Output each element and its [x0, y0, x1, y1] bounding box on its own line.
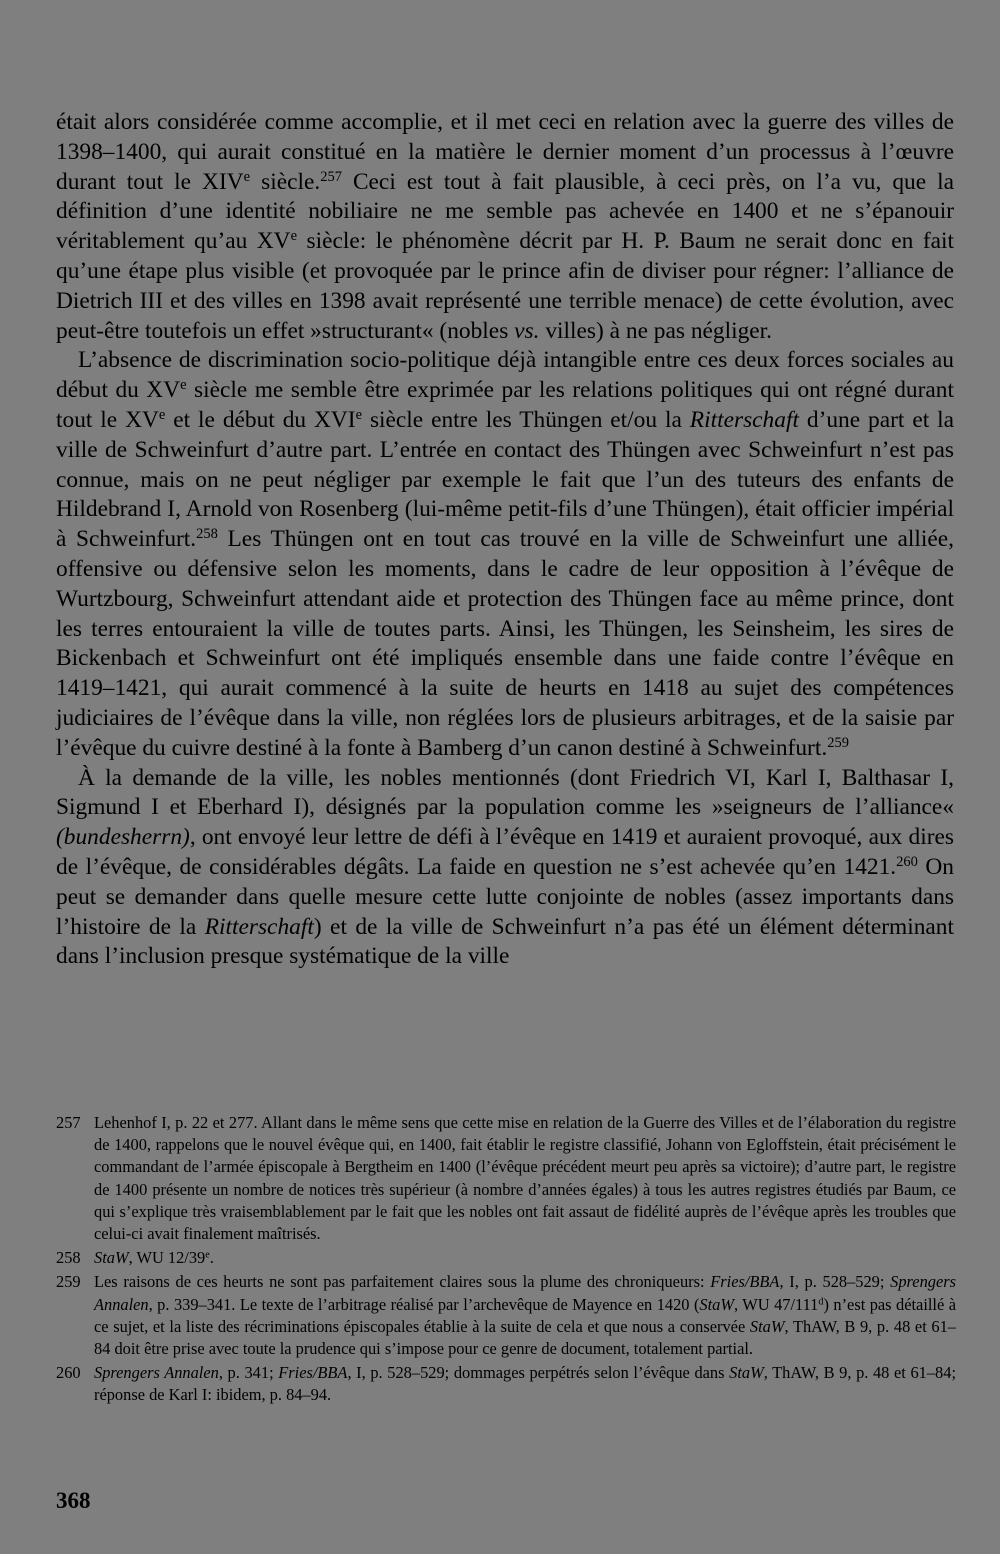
footnote-259	[56, 1271, 956, 1360]
italic-text: StaW	[699, 1294, 735, 1314]
italic-text: vs.	[514, 317, 540, 344]
footnotes	[56, 1112, 956, 1409]
footnote-258	[56, 1247, 956, 1269]
footnote-text: Lehenhof I, p. 22 et 277. Allant dans le même sens que cette mise en relation de la Guerre des Villes et de l’élaboration du registre de 1400, rappelons que le nouvel évêque qui, en 1400, fait établir le registre classifié, Johann von Egloffstein, était précisément le commandant de l’armée épiscopale à Bergtheim en 1400 (l’évêque précédent meurt peu après sa victoire); d’autre part, le registre de 1400 présente un nombre de notices très supérieur (à nombre d’années égales) à tous les autres registres étudiés par Baum, ce qui s’explique très vraisemblablement par le fait que les nobles ont fait assaut de fidélité auprès de l’évêque après les troubles que celui-ci avait finalement maîtrisés.	[94, 1113, 956, 1244]
italic-text: StaW	[749, 1316, 785, 1336]
superscript: 259	[827, 734, 849, 751]
italic-text: Sprengers Annalen	[94, 1363, 219, 1383]
paragraph-2: L’absence de discrimination socio-politique déjà intangible entre ces deux forces sociales au début du XVe siècle me semble être exprimée par les relations politiques qui ont régné durant tout le XVe et le début du XVIe siècle entre les Thüngen et/ou la Ritterschaft d’une part et la ville de Schweinfurt d’autre part. L’entrée en contact des Thüngen avec Schweinfurt n’est pas connue, mais on ne peut négliger par exemple le fait que l’un des tuteurs des enfants de Hildebrand I, Arnold von Rosenberg (lui-même petit-fils d’une Thüngen), était officier impérial à Schweinfurt.$^{258}$ Les Thüngen ont en tout cas trouvé en la ville de Schweinfurt une alliée, offensive ou défensive selon les moments, dans le cadre de leur opposition à l’évêque de Wurtzbourg, Schweinfurt attendant aide et protection des Thüngen face au même prince, dont les terres entouraient la ville de toutes parts. Ainsi, les Thüngen, les Seinsheim, les sires de Bickenbach et Schweinfurt ont été impliqués ensemble dans une faide contre l’évêque en 1419–1421, qui aurait commencé à la suite de heurts en 1418 au sujet des compétences judiciaires de l’évêque dans la ville, non réglées lors de plusieurs arbitrages, et de la saisie par l’évêque du cuivre destiné à la fonte à Bamberg d’un canon destiné à Schweinfurt.$^{259}$	[56, 347, 955, 761]
superscript: e	[243, 168, 251, 185]
page-number: 368	[56, 1488, 91, 1513]
italic-text: Fries/BBA	[710, 1272, 780, 1292]
footnote-number: 259	[56, 1272, 81, 1292]
italic-text: Ritterschaft	[689, 406, 799, 433]
paragraph-3: À la demande de la ville, les nobles mentionnés (dont Friedrich VI, Karl I, Balthasar I, Sigmund I et Eberhard I), désignés par la population comme les »seigneurs de l’alliance« (bundesherrn), ont envoyé leur lettre de défi à l’évêque en 1419 et auraient provoqué, aux dires de l’évêque, de considérables dégâts. La faide en question ne s’est achevée qu’en 1421.$^{260}$ On peut se demander dans quelle mesure cette lutte conjointe de nobles (assez importants dans l’histoire de la Ritterschaft) et de la ville de Schweinfurt n’a pas été un élément déterminant dans l’inclusion presque systématique de la ville	[56, 764, 955, 970]
footnote-text: StaW, WU 12/39e.	[94, 1248, 214, 1268]
paragraph-1: était alors considérée comme accomplie, et il met ceci en relation avec la guerre des villes de 1398–1400, qui aurait constitué en la matière le dernier moment d’un processus à l’œuvre durant tout le XIVe siècle.$^{257}$ Ceci est tout à fait plausible, à ceci près, on l’a vu, que la définition d’une identité nobiliaire ne me semble pas achevée en 1400 et ne s’épanouir véritablement qu’au XVe siècle: le phénomène décrit par H. P. Baum ne serait donc en fait qu’une étape plus visible (et provoquée par le prince afin de diviser pour régner: l’alliance de Dietrich III et des villes en 1398 avait représenté une terrible menace) de cette évolution, avec peut-être toutefois un effet »structurant« (nobles vs. villes) à ne pas négliger.	[56, 109, 954, 344]
superscript: e	[355, 407, 363, 423]
superscript: 258	[196, 526, 218, 543]
italic-text: StaW	[94, 1248, 129, 1268]
superscript: e	[205, 1249, 210, 1261]
italic-text: Ritterschaft	[204, 913, 314, 940]
superscript: 257	[320, 168, 342, 185]
footnote-number: 260	[56, 1363, 81, 1383]
superscript: e	[158, 407, 166, 423]
footnote-number: 257	[56, 1113, 81, 1132]
superscript: d	[818, 1296, 824, 1308]
footnote-text: Les raisons de ces heurts ne sont pas parfaitement claires sous la plume des chroniqueurs: Fries/BBA, I, p. 528–529; Sprengers Annalen, p. 339–341. Le texte de l’arbitrage réalisé par l’archevêque de Mayence en 1420 (StaW, WU 47/111$^d$) n’est pas détaillé à ce sujet, et la liste des récriminations épiscopales établie à la suite de cela et que nous a conservée StaW, ThAW, B 9, p. 48 et 61–84 doit être prise avec toute la prudence qui s’impose pour ce genre de document, totalement partial.	[94, 1272, 957, 1359]
italic-text: (bundesherrn)	[56, 824, 190, 851]
superscript: e	[180, 377, 187, 394]
italic-text: Sprengers Annalen	[94, 1272, 956, 1314]
superscript: 260	[896, 853, 918, 870]
superscript: e	[290, 228, 298, 245]
footnote-260	[56, 1362, 956, 1406]
footnote-text: Sprengers Annalen, p. 341; Fries/BBA, I, p. 528–529; dommages perpétrés selon l’évêque dans StaW, ThAW, B 9, p. 48 et 61–84; réponse de Karl I: ibidem, p. 84–94.	[94, 1363, 956, 1405]
main-text	[56, 108, 954, 972]
footnote-257	[56, 1112, 956, 1245]
italic-text: Fries/BBA	[278, 1363, 348, 1383]
footnote-number: 258	[56, 1248, 81, 1268]
italic-text: StaW	[729, 1363, 764, 1383]
